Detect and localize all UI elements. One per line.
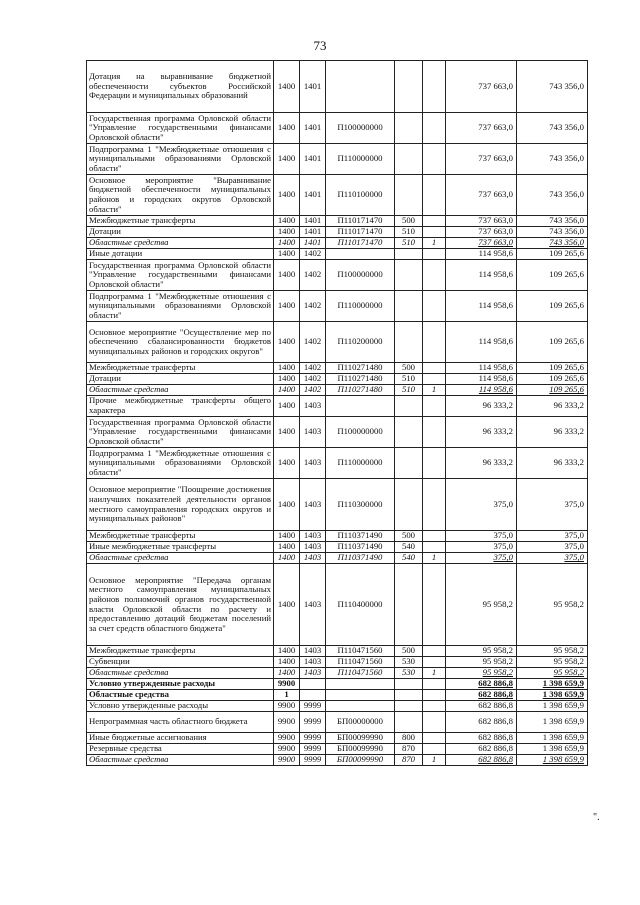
cell-target-article: П110271480 [326, 385, 395, 396]
cell-funding-source: 1 [423, 238, 446, 249]
table-row [87, 701, 588, 712]
cell-subsection: 9999 [300, 733, 326, 744]
cell-subsection [300, 679, 326, 690]
cell-funding-source [423, 396, 446, 417]
cell-subsection: 1402 [300, 260, 326, 291]
table-row [87, 564, 588, 646]
table-row [87, 646, 588, 657]
cell-funding-source [423, 322, 446, 363]
cell-expense-type [395, 479, 423, 531]
cell-subsection: 1401 [300, 238, 326, 249]
table-row [87, 61, 588, 113]
table-row [87, 690, 588, 701]
cell-section: 1400 [274, 479, 300, 531]
cell-amount-year-1: 737 663,0 [446, 175, 517, 216]
cell-amount-year-2: 109 265,6 [517, 260, 588, 291]
table-row [87, 227, 588, 238]
cell-amount-year-2: 109 265,6 [517, 249, 588, 260]
cell-name: Иные межбюджетные трансферты [87, 542, 274, 553]
table-row [87, 417, 588, 448]
cell-section: 1400 [274, 363, 300, 374]
cell-amount-year-2: 109 265,6 [517, 374, 588, 385]
cell-subsection: 1401 [300, 144, 326, 175]
cell-amount-year-1: 682 886,8 [446, 679, 517, 690]
cell-subsection: 1403 [300, 564, 326, 646]
cell-amount-year-2: 96 333,2 [517, 396, 588, 417]
cell-funding-source [423, 291, 446, 322]
cell-subsection: 1403 [300, 417, 326, 448]
cell-section: 1400 [274, 238, 300, 249]
cell-section: 1400 [274, 249, 300, 260]
cell-expense-type [395, 144, 423, 175]
cell-funding-source [423, 175, 446, 216]
cell-subsection: 1401 [300, 113, 326, 144]
cell-funding-source [423, 260, 446, 291]
table-row [87, 479, 588, 531]
cell-amount-year-1: 95 958,2 [446, 564, 517, 646]
table-row [87, 322, 588, 363]
cell-name: Условно утвержденные расходы [87, 701, 274, 712]
cell-section: 9900 [274, 712, 300, 733]
cell-expense-type [395, 113, 423, 144]
table-row [87, 396, 588, 417]
cell-funding-source [423, 417, 446, 448]
cell-name: Основное мероприятие "Передача органам местного самоуправления муниципальных районов полномочий органов государственной власти Орловской области по расчету и предоставлению дотаций бюджетам поселений за счет средств областного бюджета" [87, 564, 274, 646]
cell-section: 1400 [274, 417, 300, 448]
cell-section: 1400 [274, 260, 300, 291]
cell-subsection: 1402 [300, 322, 326, 363]
cell-target-article: П110200000 [326, 322, 395, 363]
cell-subsection: 1402 [300, 374, 326, 385]
cell-subsection: 1401 [300, 175, 326, 216]
cell-amount-year-1: 737 663,0 [446, 113, 517, 144]
cell-amount-year-2: 743 356,0 [517, 227, 588, 238]
cell-amount-year-1: 375,0 [446, 542, 517, 553]
cell-amount-year-2: 109 265,6 [517, 363, 588, 374]
cell-expense-type: 530 [395, 657, 423, 668]
cell-target-article: П110300000 [326, 479, 395, 531]
cell-section: 1400 [274, 553, 300, 564]
cell-subsection: 1403 [300, 668, 326, 679]
table-row [87, 216, 588, 227]
cell-name: Областные средства [87, 553, 274, 564]
cell-section: 1400 [274, 291, 300, 322]
table-row [87, 744, 588, 755]
cell-amount-year-1: 114 958,6 [446, 374, 517, 385]
cell-amount-year-2: 375,0 [517, 553, 588, 564]
cell-expense-type: 510 [395, 238, 423, 249]
cell-expense-type [395, 249, 423, 260]
cell-amount-year-2: 743 356,0 [517, 61, 588, 113]
table-row [87, 363, 588, 374]
cell-target-article: П100000000 [326, 113, 395, 144]
cell-section: 1400 [274, 322, 300, 363]
cell-expense-type [395, 712, 423, 733]
cell-amount-year-1: 114 958,6 [446, 291, 517, 322]
cell-section: 1400 [274, 216, 300, 227]
cell-funding-source [423, 531, 446, 542]
cell-name: Дотации [87, 227, 274, 238]
cell-amount-year-2: 1 398 659,9 [517, 690, 588, 701]
cell-target-article: П110100000 [326, 175, 395, 216]
cell-target-article: П110471560 [326, 668, 395, 679]
cell-name: Межбюджетные трансферты [87, 531, 274, 542]
cell-target-article: П100000000 [326, 417, 395, 448]
cell-amount-year-1: 737 663,0 [446, 61, 517, 113]
cell-section: 1400 [274, 657, 300, 668]
cell-section: 1400 [274, 385, 300, 396]
cell-name: Областные средства [87, 668, 274, 679]
cell-section: 9900 [274, 733, 300, 744]
cell-subsection: 1401 [300, 61, 326, 113]
cell-expense-type: 800 [395, 733, 423, 744]
cell-subsection: 1403 [300, 657, 326, 668]
cell-amount-year-1: 95 958,2 [446, 657, 517, 668]
cell-amount-year-1: 682 886,8 [446, 755, 517, 766]
cell-amount-year-1: 682 886,8 [446, 701, 517, 712]
cell-name: Основное мероприятие "Осуществление мер по обеспечению сбалансированности бюджетов муниципальных районов и городских округов" [87, 322, 274, 363]
cell-amount-year-1: 682 886,8 [446, 690, 517, 701]
cell-expense-type: 500 [395, 216, 423, 227]
cell-amount-year-2: 743 356,0 [517, 144, 588, 175]
table-row [87, 113, 588, 144]
cell-target-article: П110271480 [326, 374, 395, 385]
cell-funding-source: 1 [423, 553, 446, 564]
cell-target-article: П110000000 [326, 291, 395, 322]
cell-amount-year-2: 743 356,0 [517, 113, 588, 144]
cell-amount-year-2: 743 356,0 [517, 175, 588, 216]
cell-name: Областные средства [87, 755, 274, 766]
cell-subsection: 1402 [300, 291, 326, 322]
closing-quote-mark: ". [593, 812, 600, 823]
cell-target-article [326, 61, 395, 113]
cell-section: 9900 [274, 679, 300, 690]
cell-expense-type [395, 396, 423, 417]
table-row [87, 385, 588, 396]
table-row [87, 553, 588, 564]
cell-expense-type [395, 417, 423, 448]
cell-subsection: 1401 [300, 216, 326, 227]
table-row [87, 679, 588, 690]
cell-expense-type [395, 564, 423, 646]
cell-section: 1400 [274, 542, 300, 553]
cell-expense-type [395, 690, 423, 701]
cell-target-article: П110000000 [326, 448, 395, 479]
cell-funding-source [423, 542, 446, 553]
cell-amount-year-1: 95 958,2 [446, 646, 517, 657]
cell-funding-source [423, 363, 446, 374]
cell-name: Областные средства [87, 690, 274, 701]
cell-target-article [326, 679, 395, 690]
cell-section: 1400 [274, 646, 300, 657]
cell-amount-year-1: 375,0 [446, 553, 517, 564]
cell-amount-year-2: 95 958,2 [517, 668, 588, 679]
cell-name: Непрограммная часть областного бюджета [87, 712, 274, 733]
cell-target-article: П110471560 [326, 657, 395, 668]
cell-expense-type: 510 [395, 385, 423, 396]
cell-amount-year-2: 95 958,2 [517, 646, 588, 657]
cell-name: Дотация на выравнивание бюджетной обеспеченности субъектов Российской Федерации и муниципальных образований [87, 61, 274, 113]
cell-target-article: БП00099990 [326, 733, 395, 744]
cell-funding-source [423, 657, 446, 668]
cell-name: Иные дотации [87, 249, 274, 260]
cell-amount-year-2: 95 958,2 [517, 657, 588, 668]
page-number: 73 [313, 38, 327, 53]
cell-section: 1 [274, 690, 300, 701]
cell-expense-type: 530 [395, 668, 423, 679]
cell-subsection: 1403 [300, 646, 326, 657]
cell-section: 1400 [274, 175, 300, 216]
cell-amount-year-1: 682 886,8 [446, 733, 517, 744]
cell-name: Дотации [87, 374, 274, 385]
cell-subsection: 9999 [300, 755, 326, 766]
cell-section: 1400 [274, 564, 300, 646]
cell-name: Резервные средства [87, 744, 274, 755]
cell-funding-source [423, 374, 446, 385]
cell-target-article: БП00099990 [326, 755, 395, 766]
table-row [87, 712, 588, 733]
cell-section: 1400 [274, 448, 300, 479]
cell-target-article [326, 396, 395, 417]
cell-subsection: 9999 [300, 744, 326, 755]
cell-section: 1400 [274, 61, 300, 113]
cell-section: 1400 [274, 396, 300, 417]
cell-expense-type [395, 260, 423, 291]
table-row [87, 733, 588, 744]
cell-amount-year-2: 109 265,6 [517, 291, 588, 322]
cell-expense-type: 500 [395, 646, 423, 657]
cell-funding-source [423, 249, 446, 260]
cell-amount-year-2: 109 265,6 [517, 322, 588, 363]
cell-amount-year-1: 737 663,0 [446, 216, 517, 227]
cell-funding-source: 1 [423, 385, 446, 396]
cell-subsection [300, 690, 326, 701]
cell-subsection: 1403 [300, 531, 326, 542]
cell-name: Государственная программа Орловской области "Управление государственными финансами Орловской области" [87, 113, 274, 144]
cell-amount-year-2: 743 356,0 [517, 238, 588, 249]
cell-subsection: 1402 [300, 249, 326, 260]
cell-amount-year-2: 95 958,2 [517, 564, 588, 646]
cell-amount-year-1: 737 663,0 [446, 238, 517, 249]
cell-funding-source [423, 744, 446, 755]
cell-expense-type: 540 [395, 542, 423, 553]
cell-amount-year-2: 1 398 659,9 [517, 744, 588, 755]
cell-section: 1400 [274, 144, 300, 175]
cell-target-article: П110371490 [326, 553, 395, 564]
cell-target-article: П110371490 [326, 531, 395, 542]
cell-section: 9900 [274, 744, 300, 755]
cell-funding-source: 1 [423, 755, 446, 766]
cell-expense-type: 870 [395, 744, 423, 755]
cell-subsection: 9999 [300, 712, 326, 733]
cell-funding-source [423, 564, 446, 646]
cell-name: Межбюджетные трансферты [87, 363, 274, 374]
table-row [87, 175, 588, 216]
cell-target-article: П110171470 [326, 227, 395, 238]
cell-expense-type [395, 291, 423, 322]
cell-amount-year-2: 375,0 [517, 531, 588, 542]
cell-section: 1400 [274, 227, 300, 238]
cell-section: 9900 [274, 755, 300, 766]
cell-amount-year-2: 1 398 659,9 [517, 755, 588, 766]
cell-name: Подпрограмма 1 "Межбюджетные отношения с муниципальными образованиями Орловской области" [87, 448, 274, 479]
cell-funding-source [423, 479, 446, 531]
table-row [87, 291, 588, 322]
cell-funding-source [423, 701, 446, 712]
cell-amount-year-1: 96 333,2 [446, 396, 517, 417]
cell-amount-year-1: 96 333,2 [446, 417, 517, 448]
cell-amount-year-1: 114 958,6 [446, 260, 517, 291]
cell-target-article: П110171470 [326, 216, 395, 227]
cell-expense-type: 500 [395, 363, 423, 374]
cell-name: Подпрограмма 1 "Межбюджетные отношения с муниципальными образованиями Орловской области" [87, 291, 274, 322]
cell-target-article [326, 249, 395, 260]
cell-expense-type: 540 [395, 553, 423, 564]
cell-section: 1400 [274, 668, 300, 679]
table-row [87, 249, 588, 260]
table-row [87, 260, 588, 291]
cell-name: Прочие межбюджетные трансферты общего характера [87, 396, 274, 417]
cell-name: Областные средства [87, 385, 274, 396]
cell-amount-year-2: 109 265,6 [517, 385, 588, 396]
cell-amount-year-1: 737 663,0 [446, 144, 517, 175]
cell-expense-type [395, 701, 423, 712]
cell-expense-type: 510 [395, 374, 423, 385]
cell-name: Государственная программа Орловской области "Управление государственными финансами Орловской области" [87, 260, 274, 291]
cell-funding-source [423, 61, 446, 113]
cell-amount-year-1: 114 958,6 [446, 385, 517, 396]
cell-subsection: 1403 [300, 542, 326, 553]
cell-amount-year-2: 1 398 659,9 [517, 712, 588, 733]
cell-amount-year-2: 1 398 659,9 [517, 733, 588, 744]
cell-section: 1400 [274, 531, 300, 542]
cell-amount-year-2: 375,0 [517, 479, 588, 531]
table-row [87, 542, 588, 553]
cell-subsection: 1403 [300, 448, 326, 479]
cell-subsection: 1403 [300, 396, 326, 417]
cell-funding-source [423, 679, 446, 690]
cell-amount-year-1: 682 886,8 [446, 744, 517, 755]
cell-expense-type [395, 679, 423, 690]
cell-amount-year-2: 96 333,2 [517, 448, 588, 479]
cell-expense-type: 500 [395, 531, 423, 542]
cell-amount-year-1: 737 663,0 [446, 227, 517, 238]
cell-target-article: П110400000 [326, 564, 395, 646]
cell-target-article [326, 701, 395, 712]
cell-amount-year-2: 375,0 [517, 542, 588, 553]
table-row [87, 144, 588, 175]
budget-table [86, 60, 588, 766]
cell-name: Межбюджетные трансферты [87, 646, 274, 657]
cell-amount-year-1: 114 958,6 [446, 249, 517, 260]
cell-section: 1400 [274, 374, 300, 385]
cell-funding-source: 1 [423, 668, 446, 679]
cell-target-article [326, 690, 395, 701]
cell-subsection: 9999 [300, 701, 326, 712]
cell-amount-year-1: 375,0 [446, 479, 517, 531]
cell-amount-year-1: 95 958,2 [446, 668, 517, 679]
cell-amount-year-2: 743 356,0 [517, 216, 588, 227]
cell-amount-year-2: 96 333,2 [517, 417, 588, 448]
cell-expense-type: 870 [395, 755, 423, 766]
cell-expense-type [395, 448, 423, 479]
cell-target-article: БП00099990 [326, 744, 395, 755]
cell-name: Основное мероприятие "Поощрение достижения наилучших показателей деятельности органов местного самоуправления городских округов и муниципальных районов" [87, 479, 274, 531]
cell-funding-source [423, 144, 446, 175]
cell-amount-year-1: 375,0 [446, 531, 517, 542]
cell-target-article: П110271480 [326, 363, 395, 374]
table-row [87, 668, 588, 679]
cell-expense-type [395, 175, 423, 216]
cell-amount-year-1: 114 958,6 [446, 322, 517, 363]
cell-target-article: П110371490 [326, 542, 395, 553]
cell-name: Подпрограмма 1 "Межбюджетные отношения с муниципальными образованиями Орловской области" [87, 144, 274, 175]
cell-amount-year-1: 114 958,6 [446, 363, 517, 374]
cell-name: Субвенции [87, 657, 274, 668]
cell-expense-type [395, 322, 423, 363]
cell-section: 1400 [274, 113, 300, 144]
cell-name: Основное мероприятие "Выравнивание бюджетной обеспеченности муниципальных районов и городских округов Орловской области" [87, 175, 274, 216]
cell-target-article: П110471560 [326, 646, 395, 657]
table-row [87, 448, 588, 479]
cell-funding-source [423, 712, 446, 733]
cell-target-article: П100000000 [326, 260, 395, 291]
cell-amount-year-1: 682 886,8 [446, 712, 517, 733]
cell-name: Государственная программа Орловской области "Управление государственными финансами Орловской области" [87, 417, 274, 448]
budget-table-body [87, 61, 588, 766]
cell-target-article: П110171470 [326, 238, 395, 249]
cell-name: Межбюджетные трансферты [87, 216, 274, 227]
cell-subsection: 1402 [300, 385, 326, 396]
table-row [87, 374, 588, 385]
cell-section: 9900 [274, 701, 300, 712]
cell-subsection: 1402 [300, 363, 326, 374]
cell-expense-type [395, 61, 423, 113]
cell-name: Иные бюджетные ассигнования [87, 733, 274, 744]
cell-target-article: БП00000000 [326, 712, 395, 733]
cell-funding-source [423, 216, 446, 227]
cell-name: Условно утвержденные расходы [87, 679, 274, 690]
cell-funding-source [423, 733, 446, 744]
cell-amount-year-2: 1 398 659,9 [517, 679, 588, 690]
cell-subsection: 1403 [300, 553, 326, 564]
cell-funding-source [423, 113, 446, 144]
cell-amount-year-2: 1 398 659,9 [517, 701, 588, 712]
cell-expense-type: 510 [395, 227, 423, 238]
cell-subsection: 1401 [300, 227, 326, 238]
table-row [87, 657, 588, 668]
cell-funding-source [423, 448, 446, 479]
table-row [87, 755, 588, 766]
cell-name: Областные средства [87, 238, 274, 249]
cell-subsection: 1403 [300, 479, 326, 531]
table-row [87, 531, 588, 542]
cell-funding-source [423, 227, 446, 238]
cell-target-article: П110000000 [326, 144, 395, 175]
table-row [87, 238, 588, 249]
cell-funding-source [423, 690, 446, 701]
cell-funding-source [423, 646, 446, 657]
cell-amount-year-1: 96 333,2 [446, 448, 517, 479]
